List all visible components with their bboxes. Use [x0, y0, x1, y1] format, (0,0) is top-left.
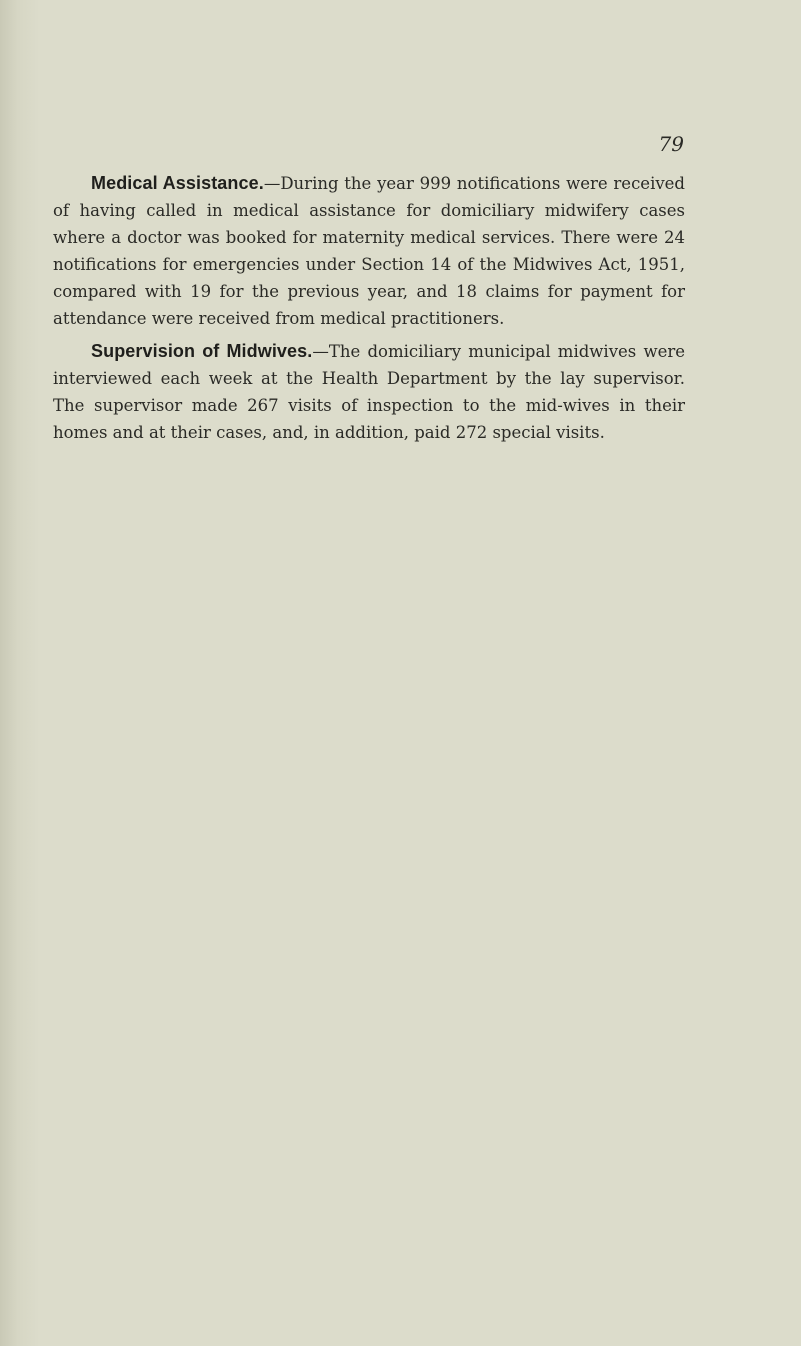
paragraph-medical-assistance — [53, 170, 685, 332]
paragraph-supervision-of-midwives — [53, 338, 685, 446]
section-body-medical-assistance: —During the year 999 notifications were received of having called in medical assistance for domiciliary midwifery cases where a doctor was booked for maternity medical services. There were 24 notifications for emergencies under Section 14 of the Midwives Act, 1951, compared with 19 for the previous year, and 18 claims for payment for attendance were received from medical practitioners. — [53, 174, 685, 328]
section-body-supervision-of-midwives: —The domiciliary municipal midwives were interviewed each week at the Health Department by the lay supervisor. The supervisor made 267 visits of inspection to the mid-wives in their homes and at their cases, and, in addition, paid 272 special visits. — [53, 342, 685, 442]
page-number: 79 — [658, 132, 684, 156]
section-heading-medical-assistance: Medical Assistance. — [91, 173, 264, 193]
page-content — [53, 170, 685, 452]
section-heading-supervision-of-midwives: Supervision of Midwives. — [91, 341, 313, 361]
